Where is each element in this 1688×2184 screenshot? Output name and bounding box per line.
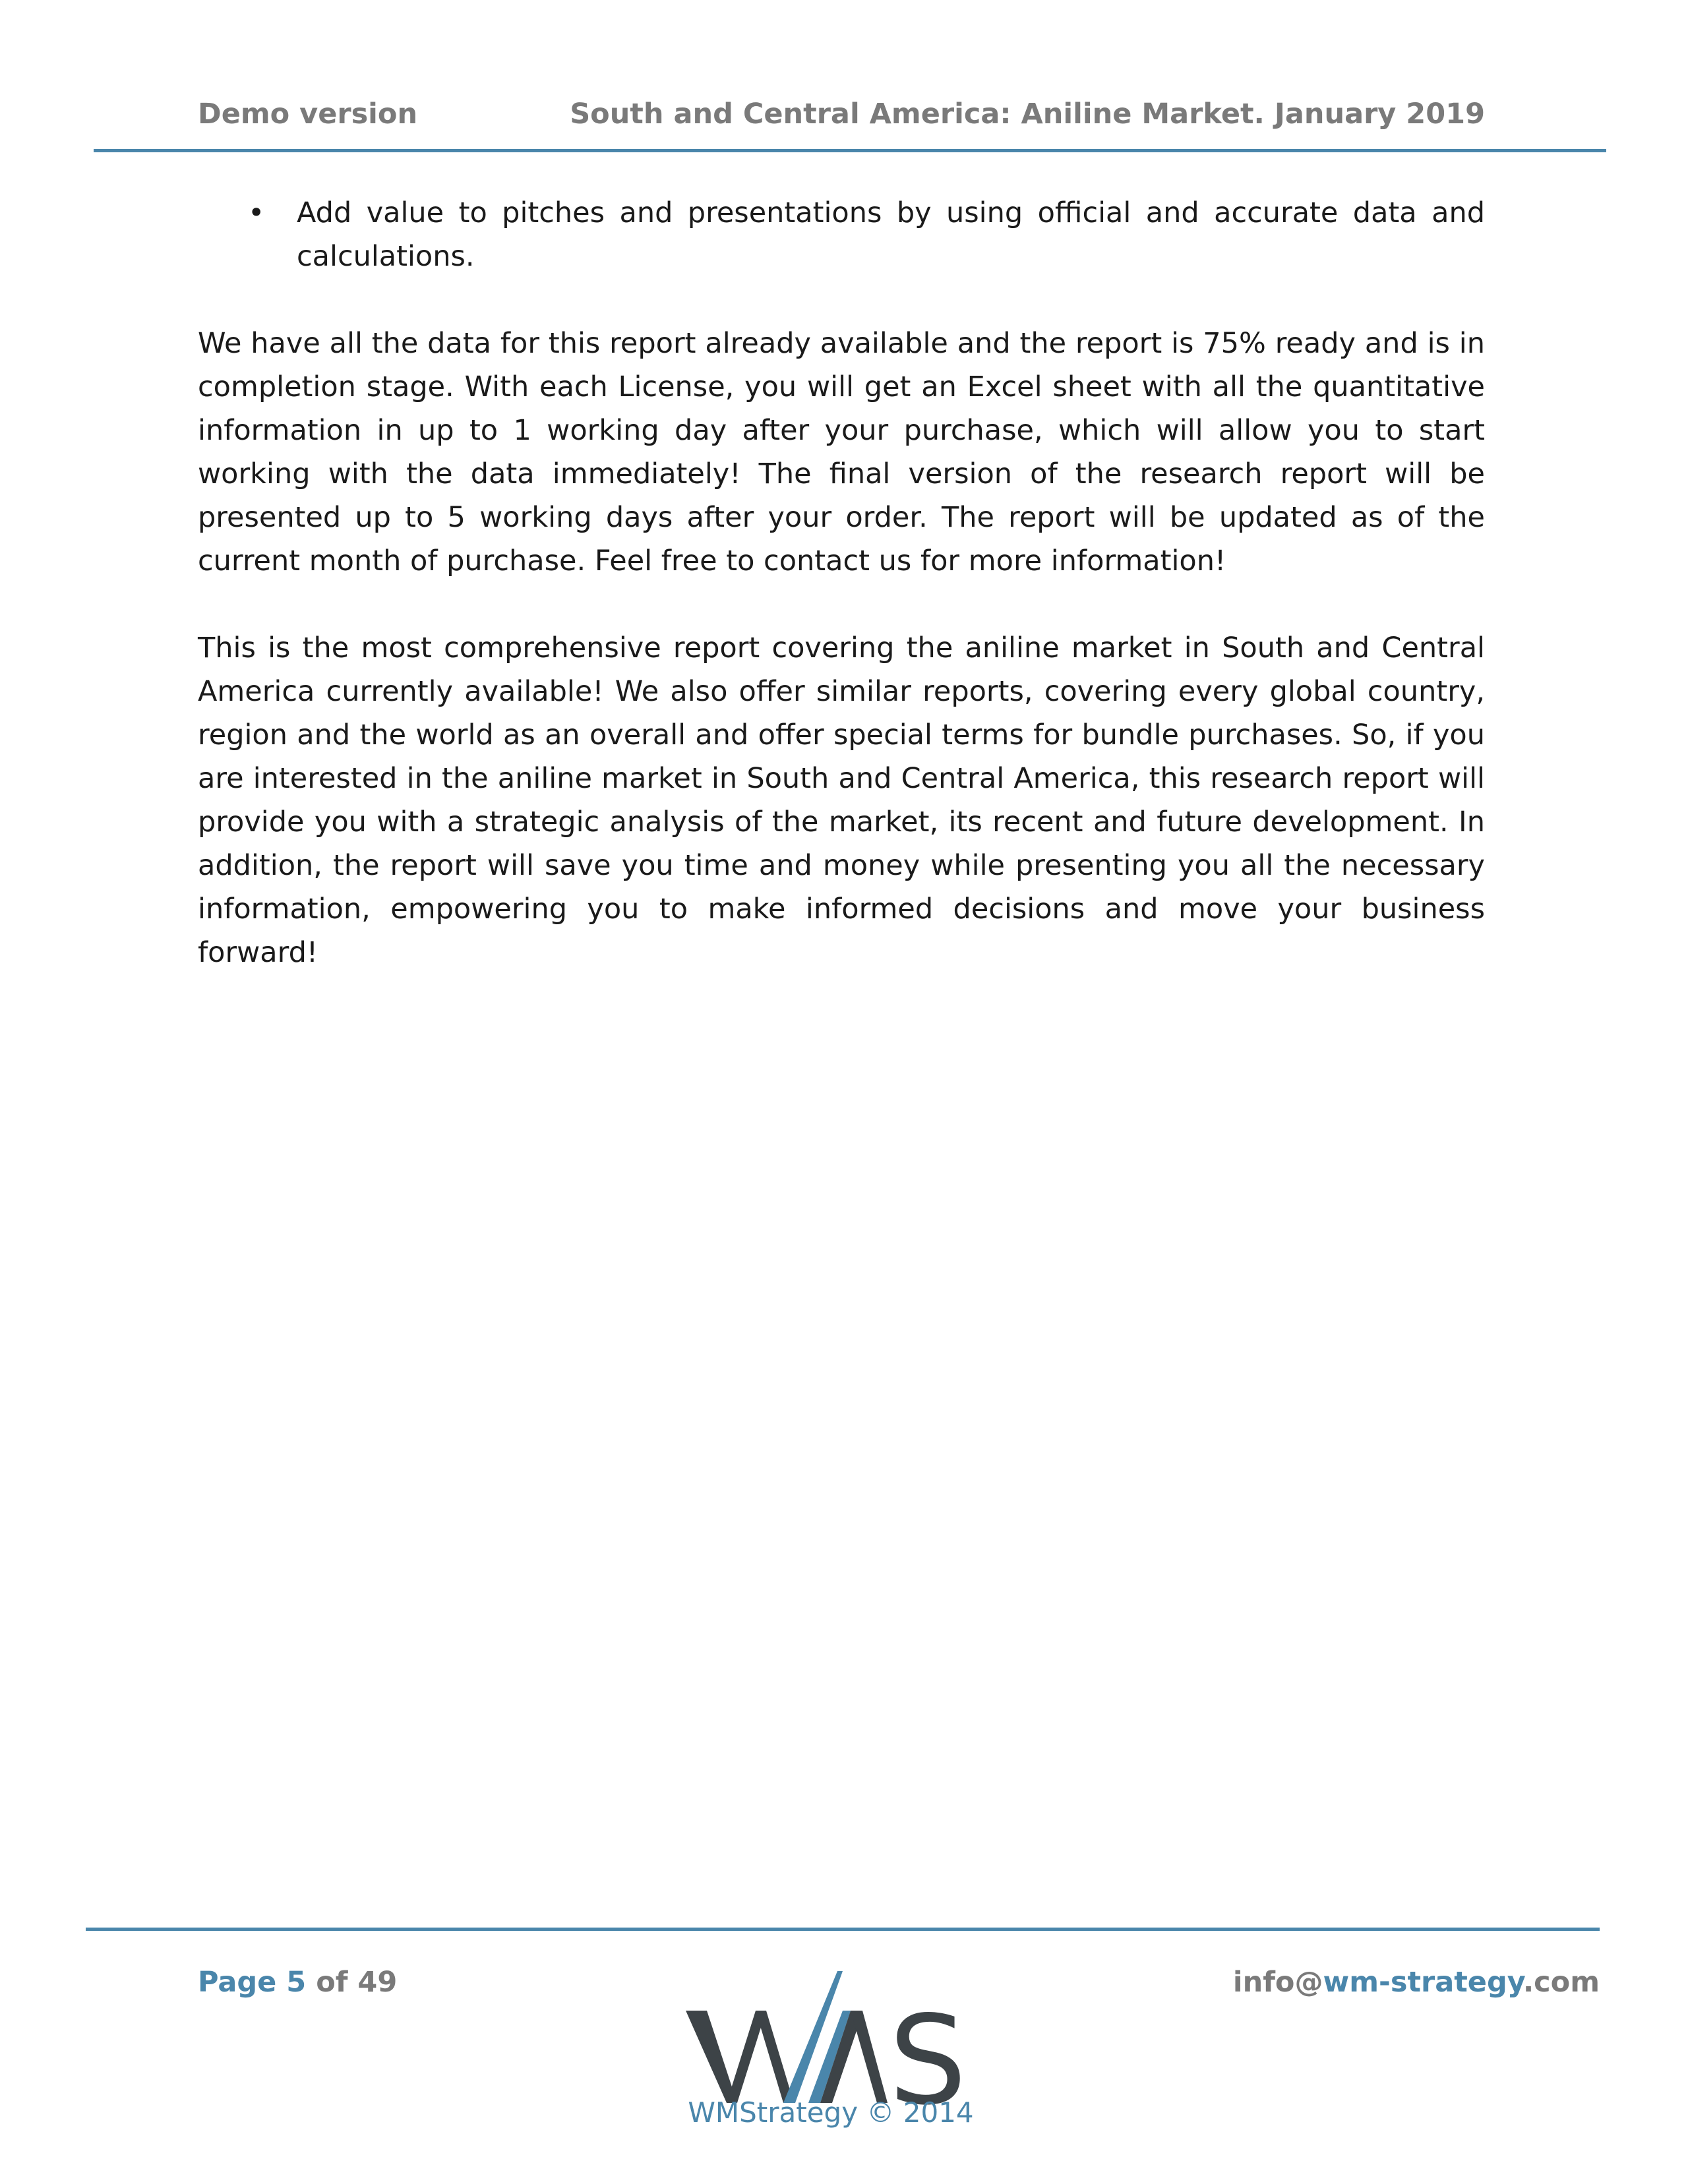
footer-divider: [86, 1928, 1600, 1931]
page-total: of 49: [306, 1966, 398, 1999]
email-tld: .com: [1522, 1966, 1600, 1999]
header-divider: [94, 149, 1606, 152]
page-content: [198, 191, 1485, 1018]
email-domain: wm-strategy: [1323, 1966, 1523, 1999]
contact-email[interactable]: [1233, 1966, 1600, 1999]
paragraph-availability: We have all the data for this report already available and the report is 75% ready and is in completion stage. With each License, you will get an Excel sheet with all the quantitative information in up to 1 working day after your purchase, which will allow you to start working with the data immediately! The final version of the research report will be presented up to 5 working days after your order. The report will be updated as of the current month of purchase. Feel free to contact us for more information!: [198, 327, 1485, 577]
paragraph-comprehensive: This is the most comprehensive report covering the aniline market in South and Central America currently available! We also offer similar reports, covering every global country, region and the world as an overall and offer special terms for bundle purchases. So, if you are interested in the aniline market in South and Central America, this research report will provide you with a strategic analysis of the market, its recent and future development. In addition, the report will save you time and money while presenting you all the necessary information, empowering you to make informed decisions and move your business forward!: [198, 632, 1485, 969]
bullet-icon: •: [248, 196, 265, 229]
logo-caption: WMStrategy © 2014: [688, 2096, 974, 2129]
list-item: [198, 191, 1485, 278]
page-header: [198, 98, 1485, 137]
page-prefix: Page: [198, 1966, 287, 1999]
logo-letter-s: S: [889, 1989, 967, 2132]
page-number: [198, 1966, 397, 1999]
header-demo-label: Demo version: [198, 98, 418, 131]
header-report-title: South and Central America: Aniline Market. January 2019: [570, 98, 1485, 131]
email-user: info@: [1232, 1966, 1323, 1999]
page-current: 5: [286, 1966, 307, 1999]
bullet-text: Add value to pitches and presentations by using official and accurate data and calculations.: [297, 196, 1485, 273]
